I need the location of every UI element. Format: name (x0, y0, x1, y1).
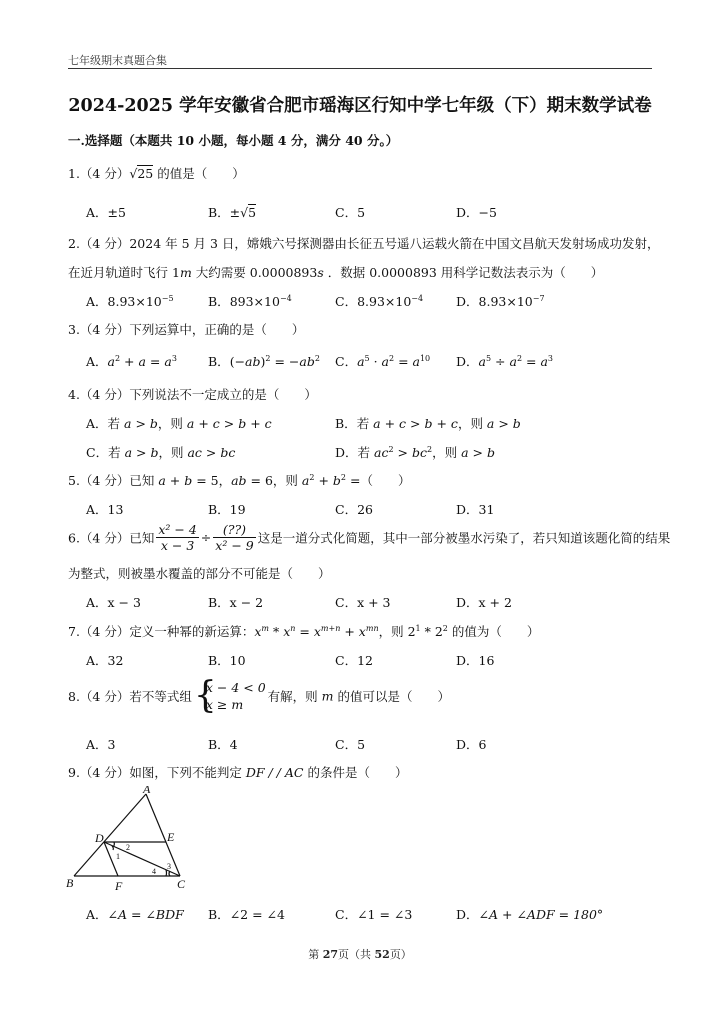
q2-option-a-exp: −5 (161, 293, 174, 303)
q4-a-ze: ，则 (157, 416, 187, 431)
q9-option-b[interactable] (208, 905, 285, 923)
point-label-b: B (66, 876, 74, 890)
q2-option-d-label: D． (456, 294, 479, 309)
q3-option-c-label: C． (335, 354, 358, 369)
q4-c-ruo: 若 (108, 445, 125, 460)
angle-arc-3 (169, 871, 170, 876)
q1-option-c[interactable]: C．5 (335, 205, 366, 220)
q7-option-b[interactable]: B．10 (208, 653, 246, 668)
q3-option-b[interactable]: B．$(-ab)^2 = -ab^2$ (208, 353, 320, 369)
q6-pre: 6.（4 分）已知 (68, 530, 155, 546)
point-label-d: D (95, 831, 104, 845)
q2-option-c-base: 8.93×10 (357, 294, 412, 309)
section-heading: 一.选择题（本题共 10 小题，每小题 4 分，满分 40 分。） (68, 133, 399, 148)
q7-post: 的值为（ ） (447, 624, 540, 639)
q4-option-b[interactable]: B．若 a + c > b + c，则 a > b (335, 416, 521, 431)
q3-option-d[interactable]: D．$a^5 \div a^2 = a^3$ (456, 353, 554, 369)
q4-option-c-label: C． (86, 445, 109, 460)
q9-option-c[interactable] (335, 905, 412, 923)
footer-total-pages: 52 (374, 948, 390, 961)
q9-post: 的条件是（ ） (303, 765, 408, 780)
q2-option-d-exp: −7 (532, 293, 545, 303)
q2-option-b-label: B． (208, 294, 230, 309)
question-1-tail: 的值是（ ） (153, 166, 245, 181)
q4-b-ruo: 若 (356, 416, 374, 431)
q9-option-a[interactable] (86, 905, 184, 923)
q8-pre: 8.（4 分）若不等式组 (68, 689, 192, 704)
q3-option-a[interactable]: A．$a^2 + a = a^3$ (86, 353, 177, 369)
geometry-figure (66, 786, 196, 896)
q6-option-c[interactable]: C．x + 3 (335, 595, 391, 610)
q8-option-a[interactable]: A．3 (86, 737, 116, 752)
q9-pre: 9.（4 分）如图，下列不能判定 (68, 765, 246, 780)
q2-option-c-label: C． (335, 294, 358, 309)
q8-inequality-system (193, 675, 266, 716)
q2-unit-m: m (179, 265, 192, 280)
q1-option-d[interactable]: D．−5 (456, 205, 497, 220)
q2-unit-s: s (317, 265, 324, 280)
q2-option-a-label: A． (86, 294, 108, 309)
q8-post-m: m (321, 688, 334, 704)
q8-option-d[interactable]: D．6 (456, 737, 487, 752)
sqrt-symbol: √ (240, 205, 249, 220)
q2-option-d[interactable] (456, 292, 545, 310)
question-9-stem (68, 763, 407, 781)
q6-option-b[interactable]: B．x − 2 (208, 595, 264, 610)
question-4-stem: 4.（4 分）下列说法不一定成立的是（ ） (68, 387, 317, 402)
header-rule (68, 68, 652, 69)
q9-option-c-text: ∠1 = ∠3 (357, 907, 413, 922)
q5-option-c[interactable]: C．26 (335, 502, 373, 517)
footer-pre: 第 (308, 948, 323, 961)
q8-post-a: 有解，则 (267, 689, 322, 704)
q2-option-b-base: 893×10 (229, 294, 280, 309)
q6-num-2: (??) (213, 522, 255, 538)
q1-option-a[interactable]: A．±5 (86, 205, 126, 220)
q1-option-b-radicand: 5 (248, 205, 257, 220)
footer-post: 页） (389, 948, 412, 961)
q4-d-ruo: 若 (357, 445, 375, 460)
q1-option-b-label: B．± (208, 205, 241, 220)
q6-den-2: x² − 9 (215, 538, 254, 553)
q9-option-d-text: ∠A + ∠ADF = 180° (478, 907, 604, 922)
q9-option-d[interactable] (456, 905, 603, 923)
footer-page-number: 27 (322, 948, 338, 961)
segment-ab (74, 794, 146, 876)
q9-option-a-text: ∠A = ∠BDF (107, 907, 184, 922)
q7-pre: 7.（4 分）定义一种幂的新运算： (68, 624, 255, 639)
q2-text-a: 在近月轨道时飞行 1 (68, 265, 180, 280)
q5-bracket: =（ ） (346, 473, 411, 488)
q6-post: 这是一道分式化简题，其中一部分被墨水污染了，若只知道该题化简的结果 (257, 530, 671, 546)
question-6-line-1 (68, 522, 670, 553)
running-header: 七年级期末真题合集 (68, 54, 167, 67)
q4-option-a[interactable]: A．若 a > b，则 a + c > b + c (86, 416, 272, 431)
question-6-line-2: 为整式，则被墨水覆盖的部分不可能是（ ） (68, 566, 331, 581)
angle-label-4: 4 (152, 867, 156, 876)
q3-option-d-label: D． (456, 354, 479, 369)
q4-b-ze: ，则 (457, 416, 487, 431)
point-label-e: E (167, 830, 175, 844)
question-1-number: 1.（4 分） (68, 166, 130, 181)
q9-relation: DF / / AC (245, 765, 304, 780)
q8-post-b: 的值可以是（ ） (333, 689, 450, 704)
q7-option-d[interactable]: D．16 (456, 653, 495, 668)
q9-option-c-label: C． (335, 907, 358, 922)
question-2-line-1: 2.（4 分）2024 年 5 月 3 日，嫦娥六号探测器由长征五号遥八运载火箭在中国文昌航天发射场成功发射， (68, 236, 660, 251)
question-1-stem (68, 164, 245, 182)
q2-option-a-base: 8.93×10 (107, 294, 162, 309)
question-3-stem: 3.（4 分）下列运算中，正确的是（ ） (68, 322, 305, 337)
q5-pre: 5.（4 分）已知 (68, 473, 159, 488)
angle-label-2: 2 (126, 843, 130, 852)
q2-text-b: 大约需要 0.0000893 (191, 265, 318, 280)
q4-c-ze: ，则 (158, 445, 188, 460)
q6-fraction-2 (213, 522, 255, 553)
point-label-a: A (143, 786, 151, 796)
exam-title: 2024-2025 学年安徽省合肥市瑶海区行知中学七年级（下）期末数学试卷 (68, 96, 652, 116)
q4-option-b-label: B． (335, 416, 357, 431)
angle-label-1: 1 (116, 852, 120, 861)
q8-row-2: x ≥ m (205, 697, 244, 712)
question-7-stem: 7.（4 分）定义一种幂的新运算：$x^m * x^n = x^{m+n} + x^{mn}$，则 $2^1 * 2^2$ 的值为（ ） (68, 623, 540, 639)
q6-option-a[interactable]: A．x − 3 (86, 595, 141, 610)
q3-option-c[interactable]: C．$a^5 \cdot a^2 = a^{10}$ (335, 353, 431, 369)
q3-option-b-label: B． (208, 354, 230, 369)
q8-option-b[interactable]: B．4 (208, 737, 238, 752)
question-5-stem: 5.（4 分）已知 a + b = 5，ab = 6，则 $a^2 + b^2$ =（ ） (68, 472, 411, 488)
q4-option-a-label: A． (86, 416, 108, 431)
brace-symbol: { (193, 675, 217, 716)
q2-text-c: ．数据 0.0000893 用科学记数法表示为（ ） (323, 265, 604, 280)
point-label-c: C (177, 877, 186, 891)
q6-div: ÷ (200, 530, 212, 545)
q4-option-d[interactable]: D．若 $ac^2 > bc^2$，则 a > b (335, 444, 495, 460)
q1-option-b[interactable] (208, 203, 256, 221)
footer-mid: 页（共 (338, 948, 375, 961)
angle-arc-2 (113, 842, 114, 847)
question-8-stem (68, 675, 450, 716)
page-footer (0, 946, 720, 962)
q4-a-ruo: 若 (107, 416, 125, 431)
q6-fraction-1 (156, 522, 198, 553)
q6-den-1: x − 3 (160, 538, 195, 553)
q2-option-b-exp: −4 (279, 293, 292, 303)
q5-option-d[interactable]: D．31 (456, 502, 495, 517)
q2-option-c[interactable] (335, 292, 423, 310)
q9-option-b-label: B． (208, 907, 230, 922)
angle-label-3: 3 (167, 862, 171, 871)
q2-option-a[interactable] (86, 292, 174, 310)
q8-option-c[interactable]: C．5 (335, 737, 366, 752)
q2-option-d-base: 8.93×10 (478, 294, 533, 309)
q6-num-1: x² − 4 (158, 522, 197, 537)
q2-option-b[interactable] (208, 292, 292, 310)
q5-option-a[interactable]: A．13 (86, 502, 124, 517)
q4-d-ze: ，则 (432, 445, 462, 460)
q4-option-c[interactable]: C．若 a > b，则 ac > bc (86, 445, 236, 460)
q3-option-a-label: A． (86, 354, 108, 369)
q8-row-1: x − 4 < 0 (205, 680, 266, 695)
q9-option-d-label: D． (456, 907, 479, 922)
q4-option-d-label: D． (335, 445, 358, 460)
q9-option-a-label: A． (86, 907, 108, 922)
q7-option-a[interactable]: A．32 (86, 653, 124, 668)
question-2-line-2 (68, 263, 603, 281)
q5-option-b[interactable]: B．19 (208, 502, 246, 517)
point-label-f: F (115, 879, 123, 893)
q9-option-b-text: ∠2 = ∠4 (229, 907, 285, 922)
sqrt-symbol: √ (129, 166, 138, 181)
q7-option-c[interactable]: C．12 (335, 653, 373, 668)
question-1-radicand: 25 (137, 166, 154, 181)
q6-option-d[interactable]: D．x + 2 (456, 595, 512, 610)
q2-option-c-exp: −4 (411, 293, 424, 303)
q7-mid: ，则 (378, 624, 408, 639)
